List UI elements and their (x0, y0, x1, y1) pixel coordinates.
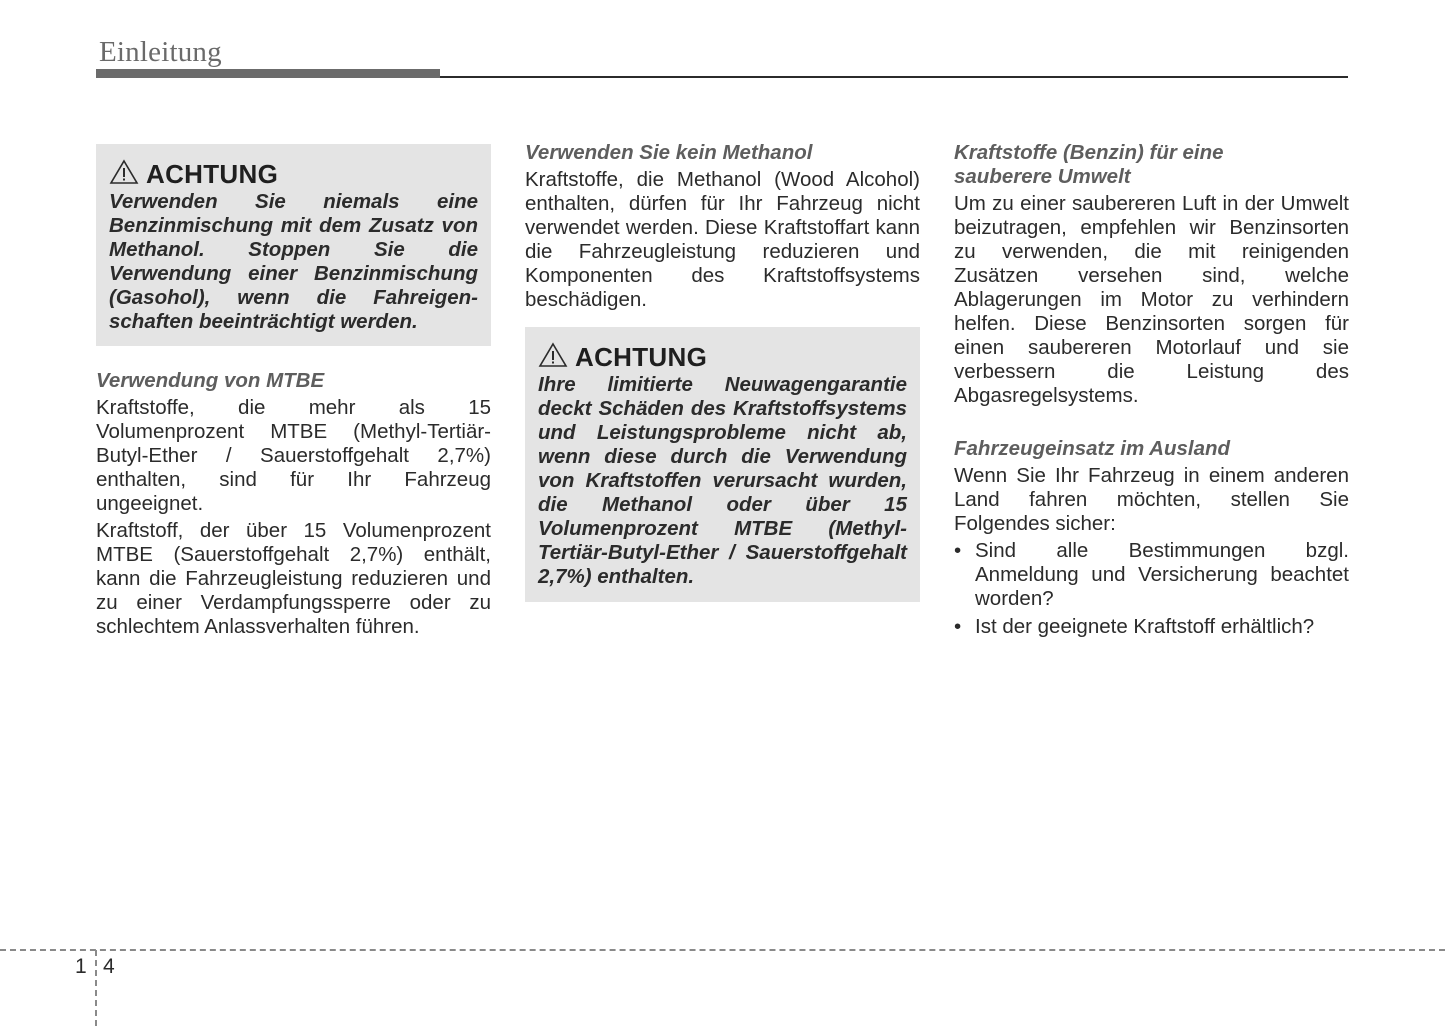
heading-clean-fuel-line1: Kraftstoffe (Benzin) für eine (954, 141, 1224, 164)
header-rule (440, 76, 1348, 78)
warning-title: ACHTUNG (146, 158, 279, 189)
bullet-icon: • (954, 539, 962, 562)
paragraph-clean-fuel: Um zu einer saubereren Luft in der Umwelt beizutragen, empfehlen wir Benzinsorten zu verwenden, die mit reinigenden Zusätzen versehen sind, welche Ablagerungen im Motor zu verhindern helfen. Diese Benzinsorten sorgen für einen saubereren Motorlauf und sie verbessern die Leistung des Abgasregelsystems. (954, 192, 1349, 407)
heading-clean-fuel-line2: sauberere Umwelt (954, 165, 1131, 188)
heading-abroad: Fahrzeugeinsatz im Ausland (954, 437, 1231, 460)
header-bar (96, 69, 440, 78)
heading-methanol: Verwenden Sie kein Methanol (525, 141, 813, 164)
paragraph-mtbe-1: Kraftstoffe, die mehr als 15 Volumenprozent MTBE (Methyl-Tertiär-Butyl-Ether / Sauerstoffgehalt 2,7%) enthalten, sind für Ihr Fahrzeug ungeeignet. (96, 396, 491, 515)
page-title: Einleitung (99, 36, 222, 68)
paragraph-abroad: Wenn Sie Ihr Fahrzeug in einem anderen Land fahren möchten, stellen Sie Folgendes sicher: (954, 464, 1349, 535)
list-item (954, 615, 1349, 639)
warning-text: Verwenden Sie niemals eine Benzinmischung mit dem Zusatz von Methanol. Stoppen Sie die Verwendung einer Benzinmischung (Gasohol), wenn die Fahreigen- schaften beeinträchtigt werden. (109, 190, 478, 333)
page-number: 4 (103, 955, 115, 978)
footer-divider (0, 949, 1445, 951)
abroad-checklist (954, 539, 1349, 643)
warning-box-methanol-mixture (96, 144, 491, 346)
footer-vertical-divider (95, 950, 97, 1026)
paragraph-methanol: Kraftstoffe, die Methanol (Wood Alcohol) enthalten, dürfen für Ihr Fahrzeug nicht verwendet werden. Diese Kraftstoffart kann die Fahrzeugleistung reduzieren und Komponenten des Kraftstoffsystems beschädigen. (525, 168, 920, 311)
list-item (954, 539, 1349, 611)
heading-mtbe: Verwendung von MTBE (96, 369, 325, 392)
warning-box-warranty (525, 327, 920, 602)
list-item-text: Ist der geeignete Kraftstoff erhältlich? (975, 615, 1315, 638)
warning-triangle-icon (538, 342, 568, 368)
warning-text: Ihre limitierte Neuwagengarantie deckt Schäden des Kraftstoffsystems und Leistungsprobleme nicht ab, wenn diese durch die Verwendung von Kraftstoffen verursacht wurden, die Methanol oder über 15 Volumenprozent MTBE (Methyl-Tertiär-Butyl-Ether / Sauerstoffgehalt 2,7%) enthalten. (538, 373, 907, 588)
chapter-number: 1 (75, 955, 87, 978)
paragraph-mtbe-2: Kraftstoff, der über 15 Volumenprozent MTBE (Sauerstoffgehalt 2,7%) enthält, kann die Fahrzeugleistung reduzieren und zu einer Verdampfungssperre oder zu schlechtem Anlassverhalten führen. (96, 519, 491, 638)
list-item-text: Sind alle Bestimmungen bzgl. Anmeldung und Versicherung beachtet worden? (975, 539, 1349, 610)
warning-triangle-icon (109, 159, 139, 185)
warning-title: ACHTUNG (575, 341, 708, 372)
bullet-icon: • (954, 615, 962, 638)
